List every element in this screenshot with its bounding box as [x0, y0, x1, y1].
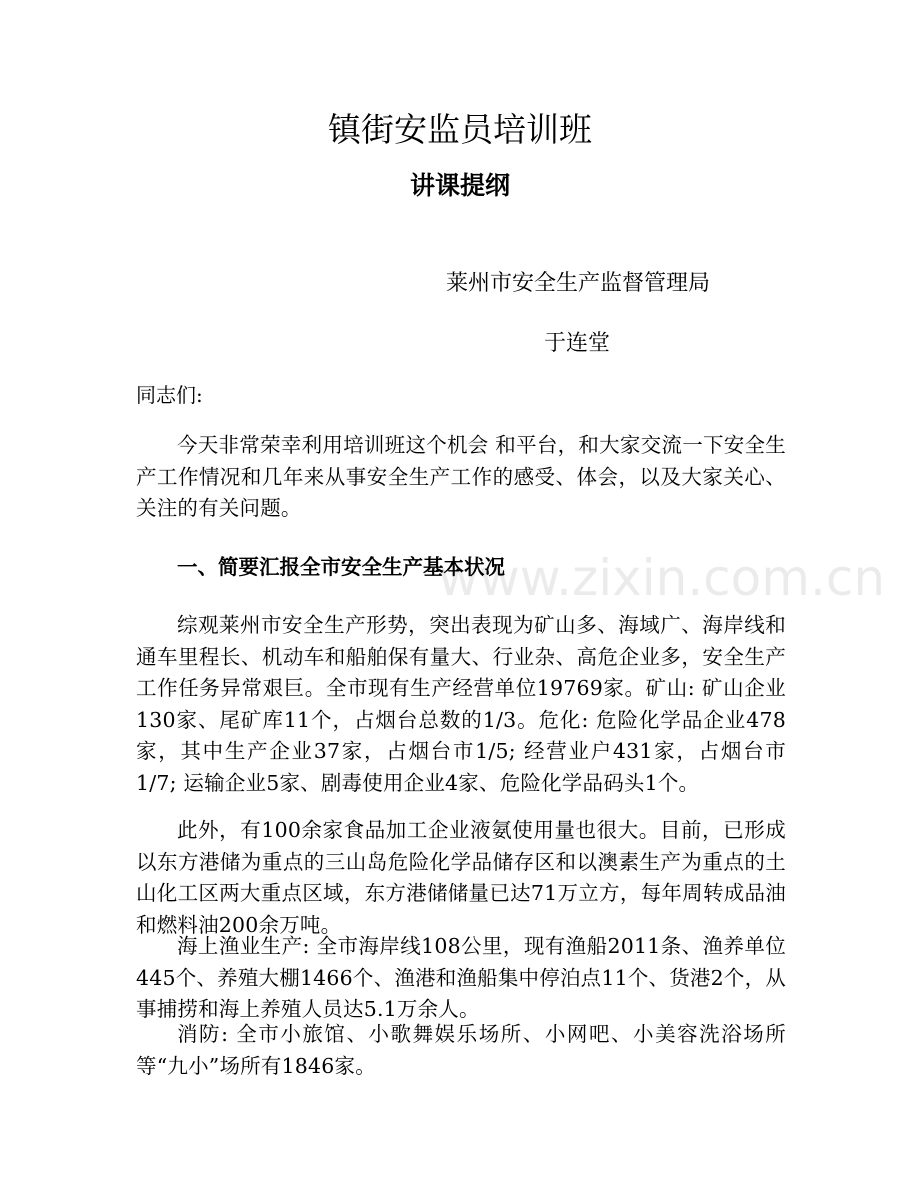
document-title: 镇街安监员培训班: [328, 110, 592, 149]
body-paragraph: 综观莱州市安全生产形势，突出表现为矿山多、海域广、海岸线和通车里程长、机动车和船舶保有量大、行业杂、高危企业多，安全生产工作任务异常艰巨。全市现有生产经营单位19769家。矿山: 矿山企业130家、尾矿库11个，占烟台总数的1/3。危化: 危险化学品企业478家，其中生产企业37家，占烟台市1/5; 经营业户431家，占烟台市1/7; 运输企业5家、剧毒使用企业4家、危险化学品码头1个。: [136, 613, 786, 795]
salutation: 同志们:: [136, 383, 203, 407]
organization-name: 莱州市安全生产监督管理局: [446, 271, 711, 296]
body-paragraph: 此外，有100余家食品加工企业液氨使用量也很大。目前，已形成以东方港储为重点的三山岛危险化学品储存区和以澳素生产为重点的土山化工区两大重点区域，东方港储储量已达71万立方，每年周转成品油和燃料油200余万吨。: [136, 818, 786, 937]
body-paragraph: 海上渔业生产: 全市海岸线108公里，现有渔船2011条、渔养单位445个、养殖大棚1466个、渔港和渔船集中停泊点11个、货港2个，从事捕捞和海上养殖人员达5.1万余人。: [136, 934, 786, 1021]
watermark: www.zixin.com.cn: [438, 549, 886, 607]
author-name: 于连堂: [544, 331, 611, 356]
intro-paragraph: 今天非常荣幸利用培训班这个机会 和平台，和大家交流一下安全生产工作情况和几年来从事安全生产工作的感受、体会，以及大家关心、关注的有关问题。: [136, 433, 786, 520]
document-subtitle: 讲课提纲: [409, 171, 510, 200]
body-paragraph: 消防: 全市小旅馆、小歌舞娱乐场所、小网吧、小美容洗浴场所等“九小”场所有1846家。: [136, 1022, 786, 1078]
section-heading: 一、简要汇报全市安全生产基本状况: [177, 555, 505, 579]
